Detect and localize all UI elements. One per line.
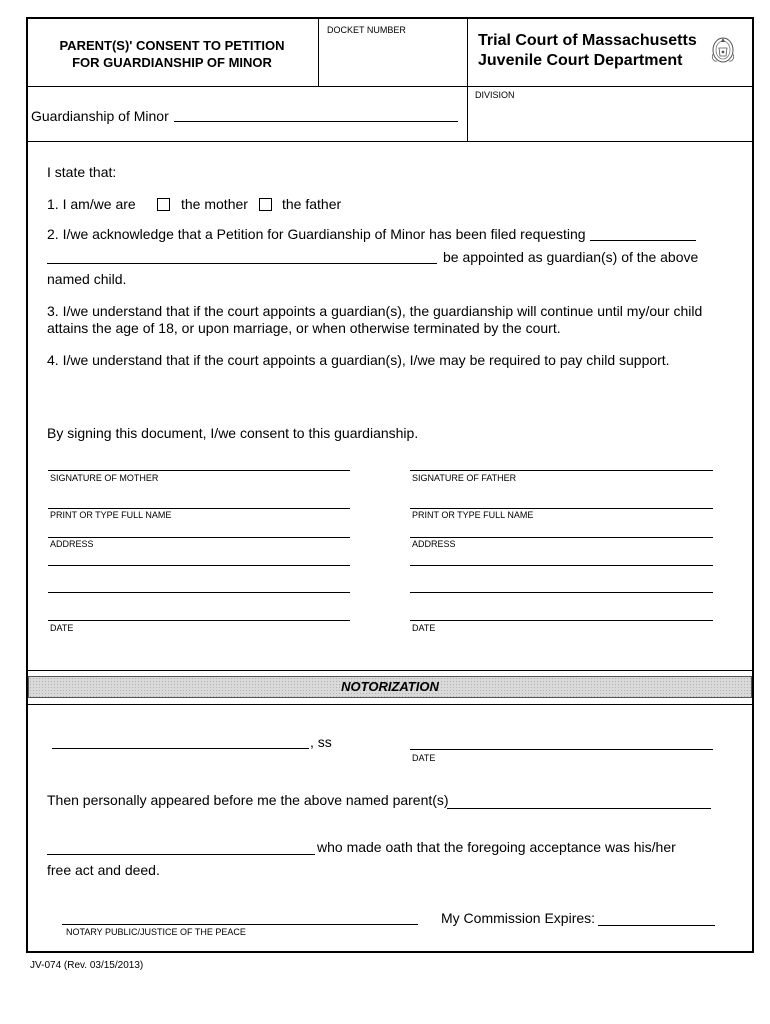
form-title-line2: FOR GUARDIANSHIP OF MINOR [72,55,272,70]
mother-address-line3[interactable] [48,592,350,593]
docket-label: DOCKET NUMBER [327,25,406,35]
mother-date-label: DATE [50,623,74,633]
notary-date-line[interactable] [410,749,713,750]
court-name-line2: Juvenile Court Department [478,52,683,69]
free-act-text: free act and deed. [47,862,160,878]
mother-date-line[interactable] [48,620,350,621]
guardianship-label: Guardianship of Minor [31,108,169,124]
court-name [478,31,697,71]
county-field[interactable] [52,748,309,749]
father-checkbox[interactable] [259,198,272,211]
item2-line2: be appointed as guardian(s) of the above [443,249,699,265]
mother-option-label: the mother [181,196,248,212]
header-hline-1 [26,86,468,87]
item3-line2: attains the age of 18, or upon marriage, or when otherwise terminated by the court. [47,320,561,336]
docket-field[interactable] [320,38,466,84]
appeared-parent-field-2[interactable] [47,854,315,855]
father-signature-label: SIGNATURE OF FATHER [412,473,517,483]
item1-text: 1. I am/we are [47,196,136,212]
form-title-line1: PARENT(S)' CONSENT TO PETITION [59,38,285,53]
item2-line1: 2. I/we acknowledge that a Petition for Guardianship of Minor has been filed requesting [47,226,586,242]
item4-text: 4. I/we understand that if the court appoints a guardian(s), I/we may be required to pay child support. [47,352,670,368]
father-date-line[interactable] [410,620,713,621]
mother-address-line2[interactable] [48,565,350,566]
father-address-line2[interactable] [410,565,713,566]
notarization-bottom-rule [26,704,754,705]
mother-name-line[interactable] [48,508,350,509]
father-address-line3[interactable] [410,592,713,593]
notarization-top-rule [26,670,754,671]
division-label: DIVISION [475,90,515,100]
division-field[interactable] [470,102,752,140]
commission-expires-field[interactable] [598,925,715,926]
mother-signature-label: SIGNATURE OF MOTHER [50,473,159,483]
header-hline-2 [467,86,754,87]
consent-text: By signing this document, I/we consent to this guardianship. [47,425,419,441]
notary-date-label: DATE [412,753,436,763]
mother-name-label: PRINT OR TYPE FULL NAME [50,510,172,520]
father-option-label: the father [282,196,342,212]
oath-text: who made oath that the foregoing acceptance was his/her [317,839,676,855]
intro-text: I state that: [47,164,117,180]
massachusetts-seal-icon [709,34,737,64]
father-address-label: ADDRESS [412,539,456,549]
item2-line3: named child. [47,271,127,287]
header-divider-1 [318,17,319,87]
father-signature-line[interactable] [410,470,713,471]
mother-address-line1[interactable] [48,537,350,538]
item3-line1: 3. I/we understand that if the court appoints a guardian(s), the guardianship will continue until my/our child [47,303,703,319]
father-name-label: PRINT OR TYPE FULL NAME [412,510,534,520]
notary-signature-line[interactable] [62,924,418,925]
requested-guardian-field-1[interactable] [590,240,696,241]
form-border [26,17,754,953]
appeared-text: Then personally appeared before me the above named parent(s) [47,792,449,808]
mother-address-label: ADDRESS [50,539,94,549]
father-name-line[interactable] [410,508,713,509]
header-hline-3 [26,141,754,142]
appeared-parent-field[interactable] [447,808,711,809]
mother-signature-line[interactable] [48,470,350,471]
notary-label: NOTARY PUBLIC/JUSTICE OF THE PEACE [66,927,246,937]
ss-text: , ss [310,734,332,750]
mother-checkbox[interactable] [157,198,170,211]
father-date-label: DATE [412,623,436,633]
notarization-header [28,676,752,698]
header-divider-2 [467,17,468,142]
requested-guardian-field-2[interactable] [47,263,437,264]
father-address-line1[interactable] [410,537,713,538]
form-title [36,37,308,71]
notarization-title: NOTORIZATION [341,679,439,694]
form-id: JV-074 (Rev. 03/15/2013) [30,960,144,971]
commission-text: My Commission Expires: [441,910,596,926]
court-name-line1: Trial Court of Massachusetts [478,32,697,49]
guardianship-minor-field[interactable] [174,121,458,122]
